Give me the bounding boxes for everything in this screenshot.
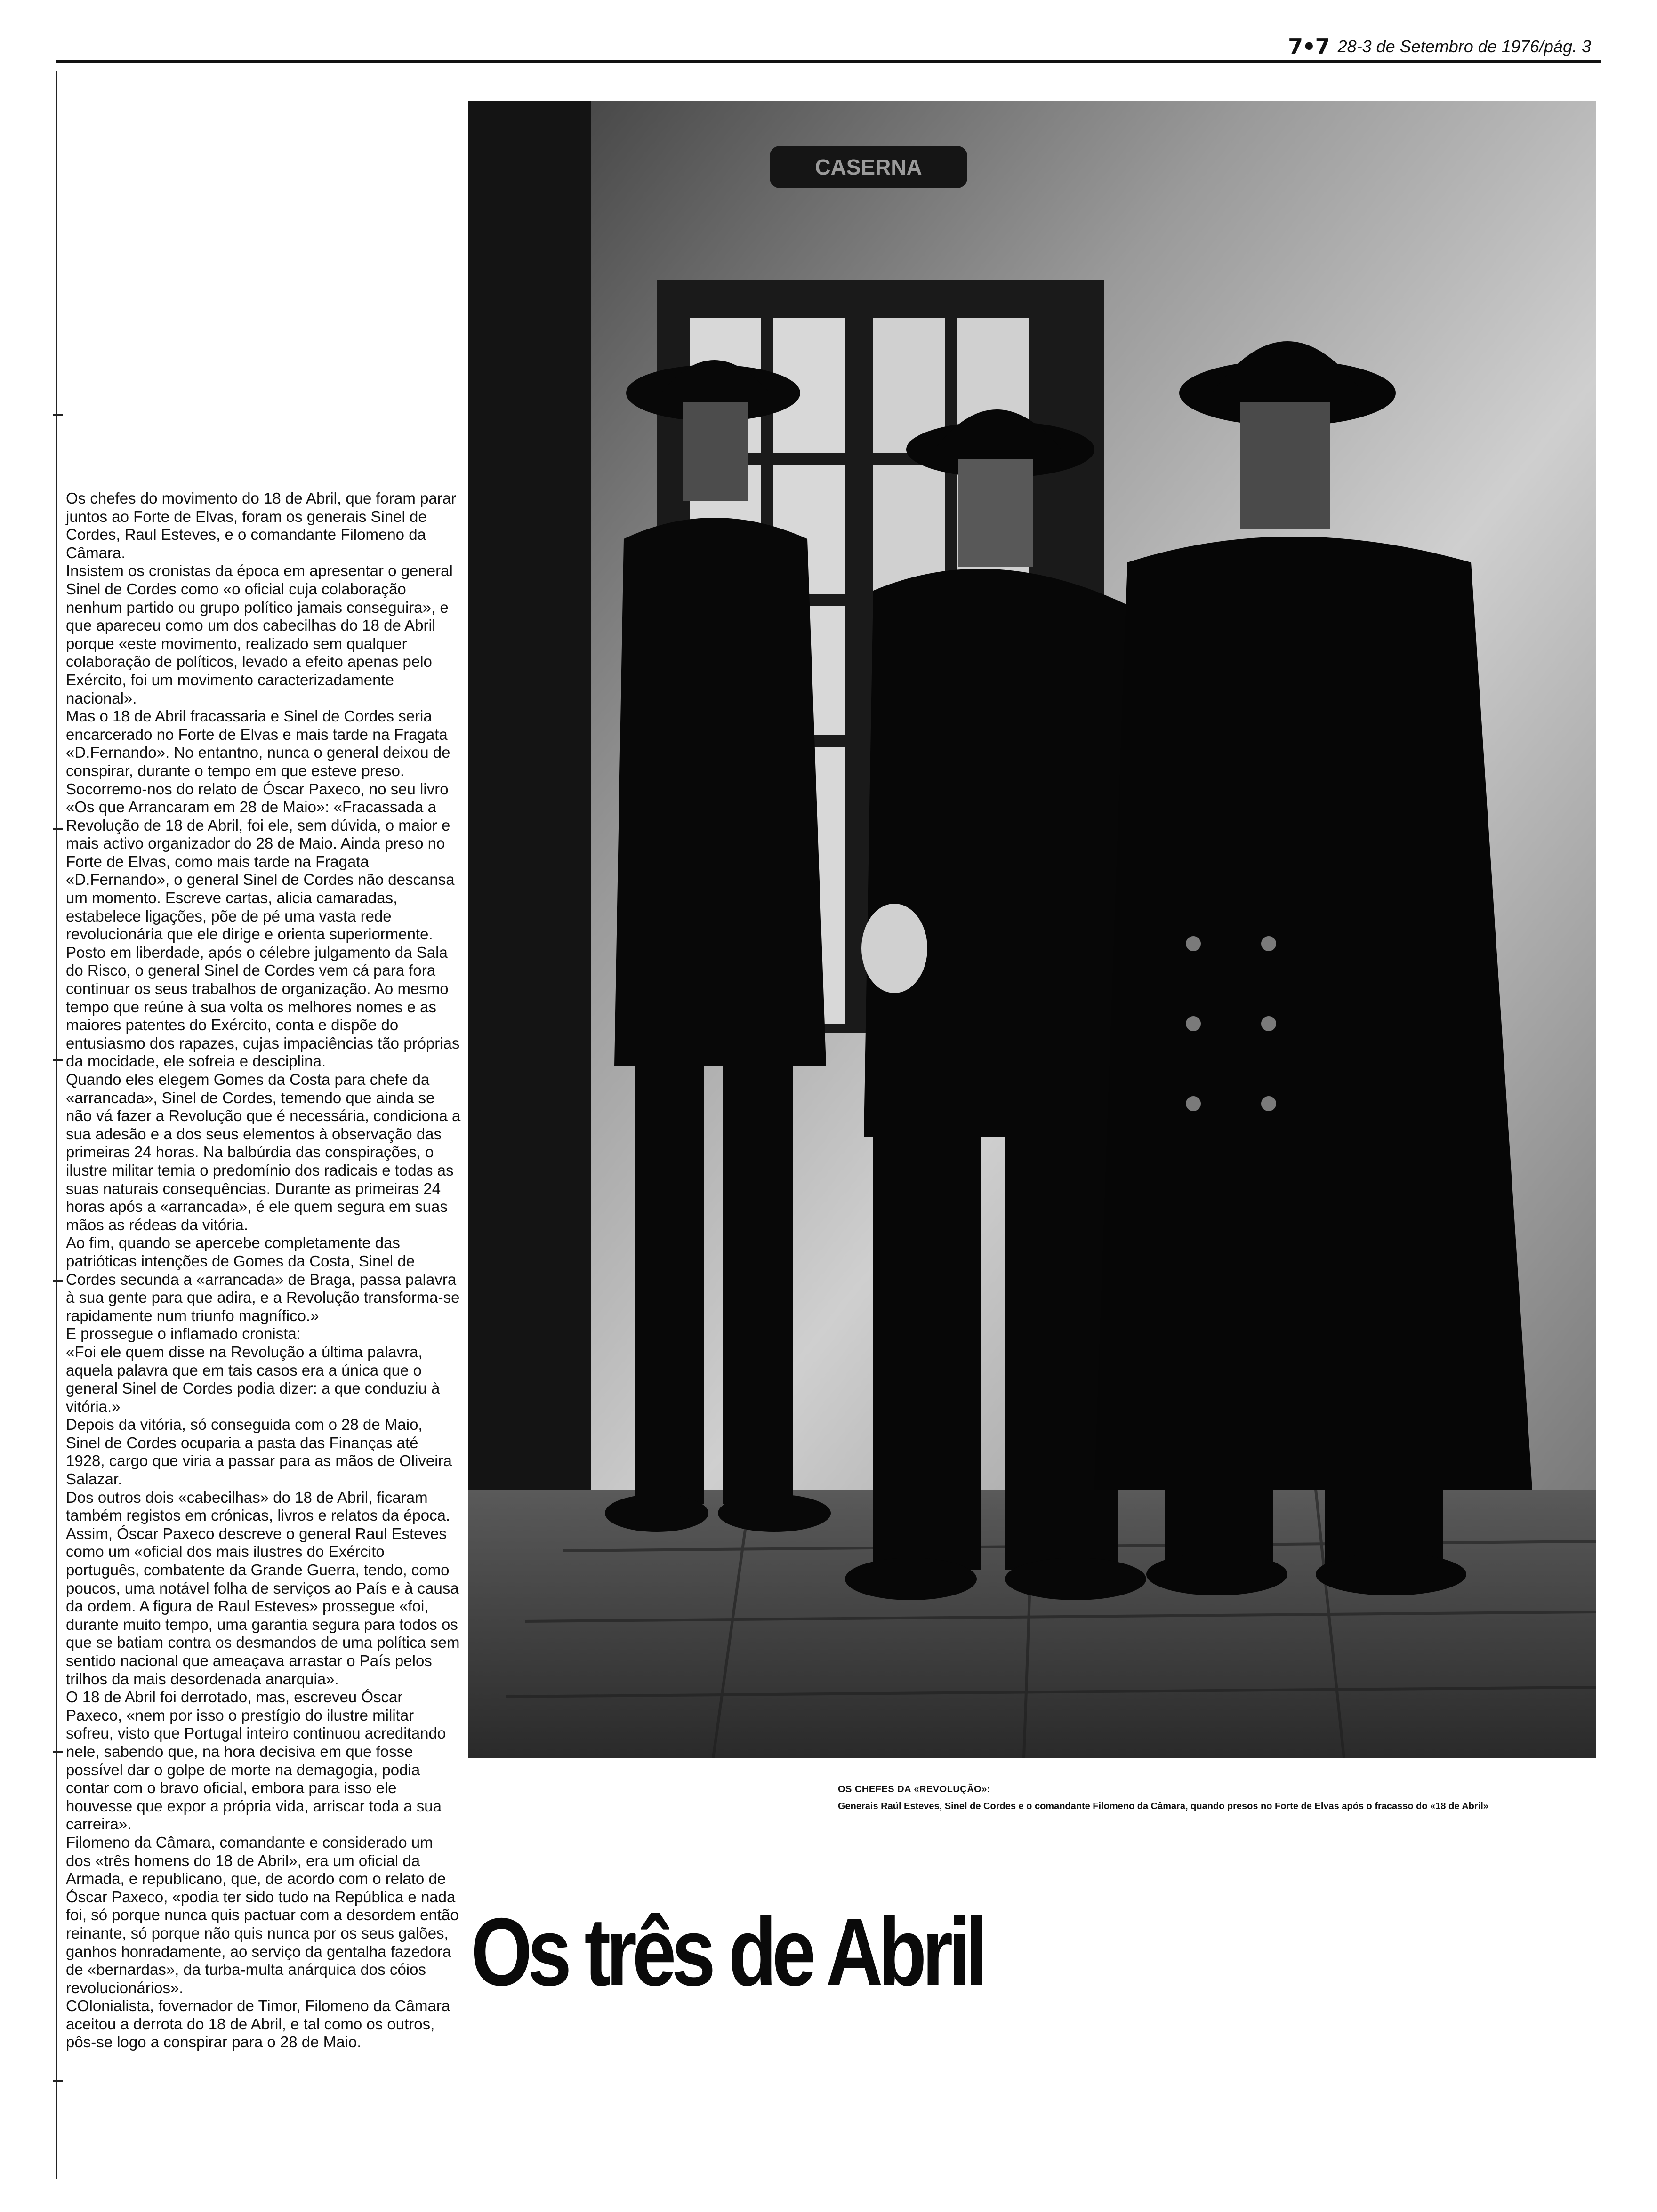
article-paragraph: Ao fim, quando se apercebe completamente das patrióticas intenções de Gomes da Costa, Sinel de Cordes secunda a «arrancada» de Braga, passa palavra à sua gente para que adira, e a Revolução transforma-se rapidamente num triunfo magnífico.» [66, 1234, 460, 1324]
edge-tick [53, 2080, 63, 2082]
article-paragraph: Depois da vitória, só conseguida com o 28 de Maio, Sinel de Cordes ocuparia a pasta das Finanças até 1928, cargo que viria a passar para as mãos de Oliveira Salazar. [66, 1416, 452, 1488]
article-paragraph: Mas o 18 de Abril fracassaria e Sinel de Cordes seria encarcerado no Forte de Elvas e mais tarde na Fragata «D.Fernando». No entantno, nunca o general deixou de conspirar, durante o tempo em que esteve preso. [66, 707, 450, 779]
article-paragraph: Posto em liberdade, após o célebre julgamento da Sala do Risco, o general Sinel de Cordes vem cá para fora continuar os seus trabalhos de organização. Ao mesmo tempo que reúne à sua volta os melhores nomes e as maiores patentes do Exército, conta e dispõe do entusiasmo dos rapazes, cujas impaciências tão próprias da mocidade, ele sofreia e desciplina. [66, 943, 460, 1070]
photo-illustration [468, 101, 1596, 1758]
issue-date-page: 28-3 de Setembro de 1976/pág. 3 [1337, 37, 1591, 56]
article-paragraph: Insistem os cronistas da época em apresentar o general Sinel de Cordes como «o oficial cuja colaboração nenhum partido ou grupo político jamais conseguira», e que apareceu como um dos cabecilhas do 18 de Abril porque «este movimento, realizado sem qualquer colaboração de políticos, levado a efeito apenas pelo Exército, foi um movimento caracterizadamente nacional». [66, 562, 453, 707]
edge-tick [53, 414, 63, 416]
page-edge-rule [56, 71, 57, 2179]
edge-tick [53, 1280, 63, 1282]
caption-title: OS CHEFES DA «REVOLUÇÃO»: [838, 1784, 991, 1795]
caption-text: Generais Raúl Esteves, Sinel de Cordes e o comandante Filomeno da Câmara, quando presos no Forte de Elvas após o fracasso do «18 de Abril» [838, 1801, 1488, 1811]
article-body [66, 489, 461, 2052]
article-paragraph: Quando eles elegem Gomes da Costa para chefe da «arrancada», Sinel de Cordes, temendo que ainda se não vá fazer a Revolução que é necessária, condiciona a sua adesão e a dos seus elementos à observação das primeiras 24 horas. Na balbúrdia das conspirações, o ilustre militar temia o predomínio dos radicais e todas as suas naturais consequências. Durante as primeiras 24 horas após a «arrancada», é ele quem segura em suas mãos as rédeas da vitória. [66, 1071, 461, 1234]
article-paragraph: Filomeno da Câmara, comandante e considerado um dos «três homens do 18 de Abril», era um oficial da Armada, e republicano, que, de acordo com o relato de Óscar Paxeco, «podia ter sido tudo na República e nada foi, só porque nunca quis pactuar com a desordem então reinante, só porque não quis nunca por os seus galões, ganhos honradamente, ao serviço da gentalha fazedora de «bernardas», da turba-multa anárquica dos cóios revolucionários». [66, 1833, 459, 1996]
photograph [468, 101, 1596, 1758]
masthead-logo: 7•7 [1288, 34, 1329, 59]
header-rule [56, 60, 1601, 63]
article-paragraph: Os chefes do movimento do 18 de Abril, que foram parar juntos ao Forte de Elvas, foram os generais Sinel de Cordes, Raul Esteves, e o comandante Filomeno da Câmara. [66, 489, 457, 561]
article-paragraph: O 18 de Abril foi derrotado, mas, escreveu Óscar Paxeco, «nem por isso o prestígio do ilustre militar sofreu, visto que Portugal inteiro continuou acreditando nele, sabendo que, na hora decisiva em que fosse possível dar o golpe de morte na demagogia, podia contar com o bravo oficial, embora para isso ele houvesse que expor a própria vida, arriscar toda a sua carreira». [66, 1688, 446, 1833]
page-header [1288, 34, 1591, 59]
edge-tick [53, 1059, 63, 1061]
white-glove [861, 904, 927, 993]
edge-tick [53, 828, 63, 830]
article-paragraph: Socorremo-nos do relato de Óscar Paxeco, no seu livro «Os que Arrancaram em 28 de Maio»: «Fracassada a Revolução de 18 de Abril, foi ele, sem dúvida, o maior e mais activo organizador do 28 de Maio. Ainda preso no Forte de Elvas, como mais tarde na Fragata «D.Fernando», o general Sinel de Cordes não descansa um momento. Escreve cartas, alicia camaradas, estabelece ligações, põe de pé uma vasta rede revolucionária que ele dirige e orienta superiormente. [66, 780, 455, 943]
article-paragraph: «Foi ele quem disse na Revolução a última palavra, aquela palavra que em tais casos era a única que o general Sinel de Cordes podia dizer: a que conduziu à vitória.» [66, 1343, 440, 1415]
article-headline: Os três de Abril [471, 1898, 983, 2006]
article-paragraph: Dos outros dois «cabecilhas» do 18 de Abril, ficaram também registos em crónicas, livros e relatos da época. Assim, Óscar Paxeco descreve o general Raul Esteves como um «oficial dos mais ilustres do Exército português, combatente da Grande Guerra, tendo, como poucos, uma notável folha de serviços ao País e à causa da ordem. A figura de Raul Esteves» prossegue «foi, durante muito tempo, uma garantia segura para todos os que se batiam contra os desmandos de uma política sem sentido nacional que ameaçava arrastar o País pelos trilhos da mais desordenada anarquia». [66, 1488, 460, 1688]
sign-text: CASERNA [815, 155, 922, 179]
edge-tick [53, 1751, 63, 1753]
article-paragraph: COlonialista, fovernador de Timor, Filomeno da Câmara aceitou a derrota do 18 de Abril, e tal como os outros, pôs-se logo a conspirar para o 28 de Maio. [66, 1997, 450, 2051]
photo-caption [838, 1784, 1596, 1812]
article-paragraph: E prossegue o inflamado cronista: [66, 1325, 301, 1343]
